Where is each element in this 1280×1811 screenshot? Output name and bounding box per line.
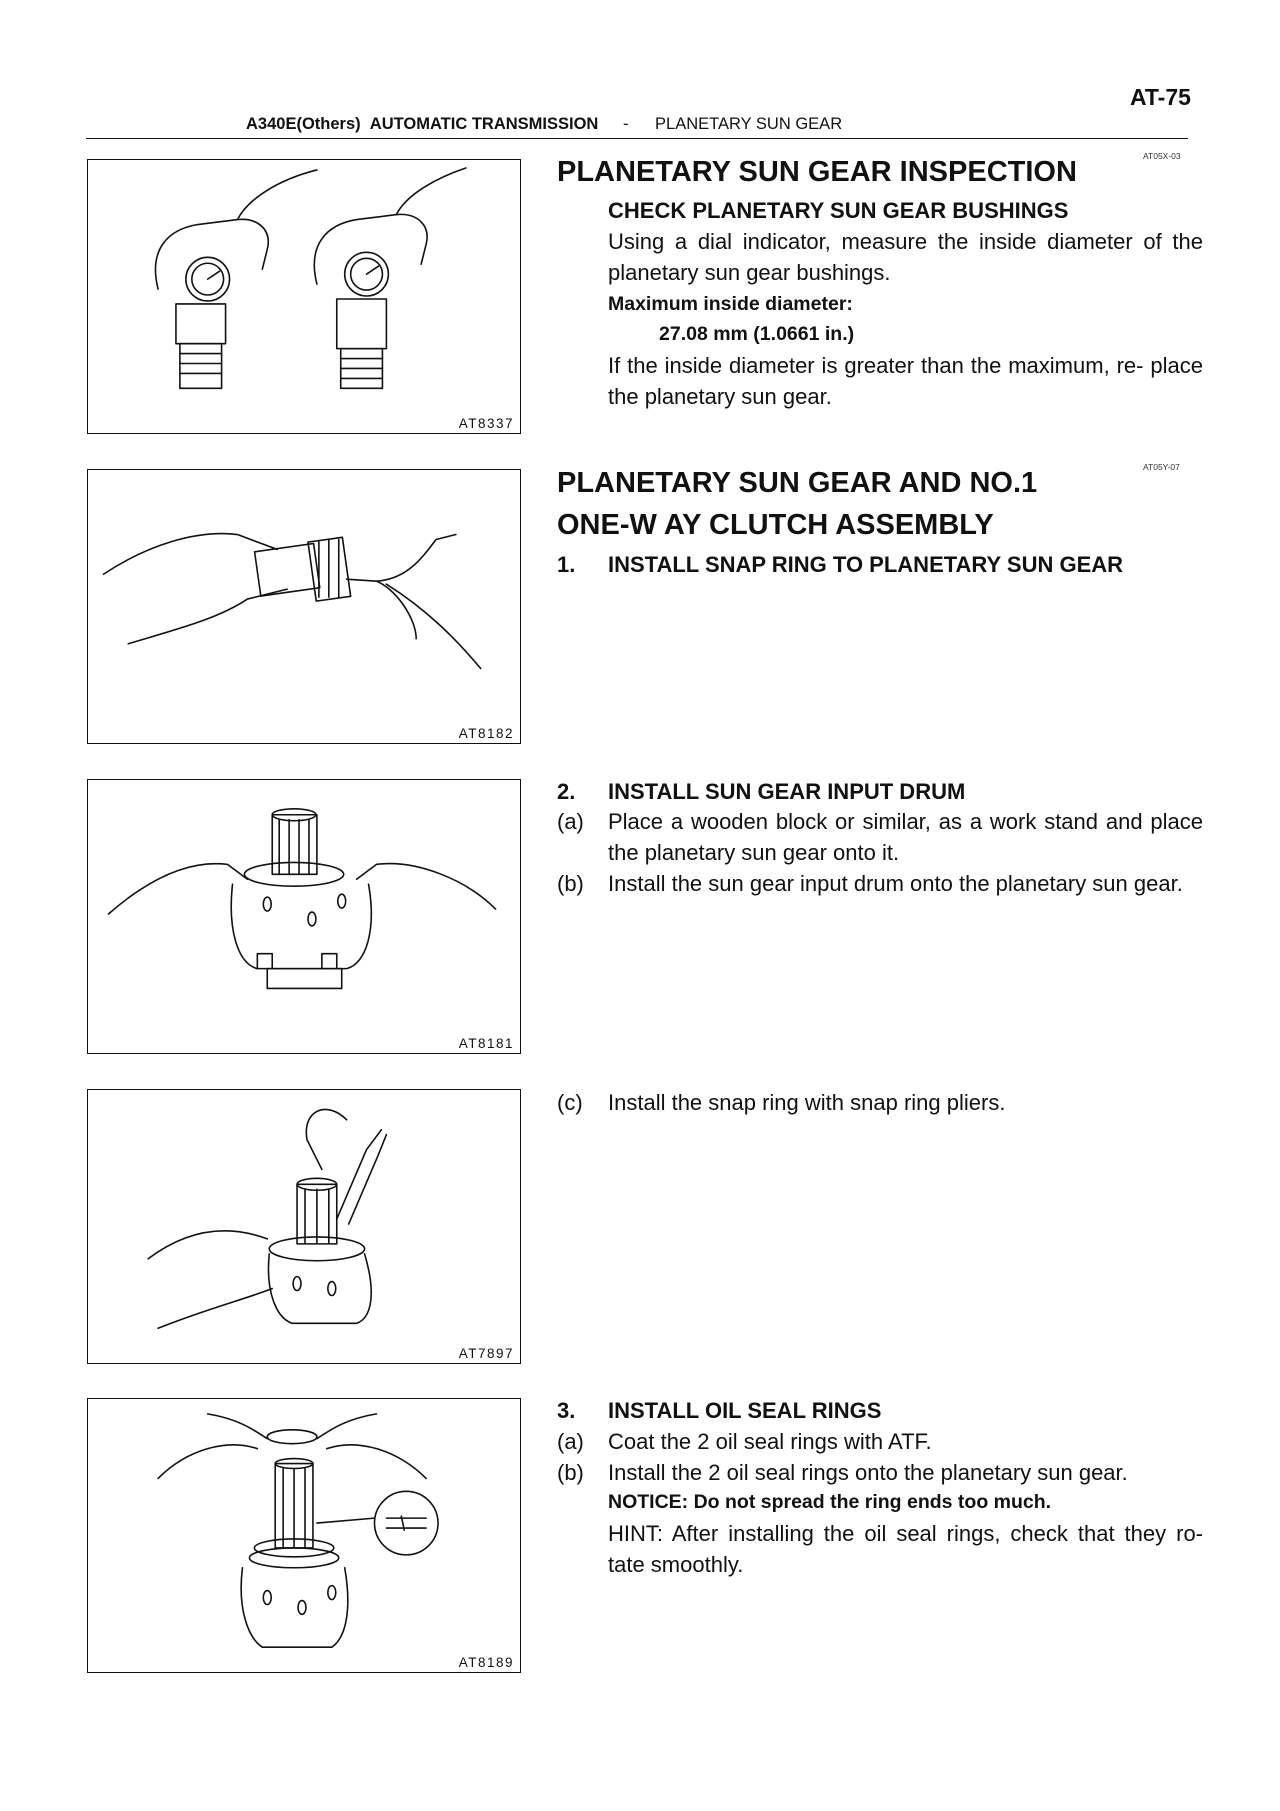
figure-snap-ring (87, 469, 521, 744)
figure-snap-ring-pliers (87, 1089, 521, 1364)
step2c-text: Install the snap ring with snap ring pliers. (608, 1090, 1006, 1115)
step1-number: 1. (557, 552, 576, 577)
step3a-label: (a) (557, 1429, 584, 1454)
doc-id-inspection: AT05X-03 (1143, 151, 1181, 161)
step3a-text: Coat the 2 oil seal rings with ATF. (608, 1429, 932, 1454)
running-header (246, 115, 842, 134)
figure-id: AT7897 (458, 1346, 514, 1361)
step2b-text: Install the sun gear input drum onto the planetary sun gear. (608, 871, 1183, 896)
spec-value: 27.08 mm (1.0661 in.) (659, 323, 855, 345)
header-manual: AUTOMATIC TRANSMISSION (369, 115, 599, 133)
step2a-label: (a) (557, 809, 584, 834)
inspection-para1: Using a dial indicator, measure the inside diameter of the planetary sun gear bushings. (608, 229, 1203, 285)
doc-id-assembly: AT05Y-07 (1143, 462, 1180, 472)
step3-text: INSTALL OIL SEAL RINGS (608, 1398, 882, 1423)
page-number: AT-75 (1130, 84, 1191, 110)
figure-id: AT8181 (458, 1036, 514, 1051)
step3b-text: Install the 2 oil seal rings onto the planetary sun gear. (608, 1460, 1128, 1485)
spec-label: Maximum inside diameter: (608, 293, 853, 315)
assembly-title-line2: ONE-W AY CLUTCH ASSEMBLY (557, 509, 994, 541)
hint-text: HINT: After installing the oil seal rings, check that they ro- tate smoothly. (608, 1521, 1203, 1577)
step2a-text: Place a wooden block or similar, as a work stand and place the planetary sun gear onto it. (608, 809, 1203, 865)
step3-number: 3. (557, 1398, 576, 1423)
assembly-title-line1: PLANETARY SUN GEAR AND NO.1 (557, 467, 1038, 499)
snap-ring-install-icon (88, 470, 520, 743)
figure-id: AT8189 (458, 1655, 514, 1670)
dial-indicator-icon (88, 160, 520, 433)
oil-seal-ring-icon (88, 1399, 520, 1672)
input-drum-install-icon (88, 780, 520, 1053)
step2-text: INSTALL SUN GEAR INPUT DRUM (608, 779, 966, 804)
step2b-label: (b) (557, 871, 584, 896)
header-section: PLANETARY SUN GEAR (655, 115, 843, 133)
step2c-label: (c) (557, 1090, 583, 1115)
figure-id: AT8182 (458, 726, 514, 741)
header-separator: - (622, 115, 629, 133)
step3b-label: (b) (557, 1460, 584, 1485)
inspection-para2: If the inside diameter is greater than the maximum, re- place the planetary sun gear. (608, 353, 1203, 409)
notice-text: NOTICE: Do not spread the ring ends too much. (608, 1491, 1052, 1513)
figure-input-drum (87, 779, 521, 1054)
inspection-title: PLANETARY SUN GEAR INSPECTION (557, 156, 1077, 188)
step2-number: 2. (557, 779, 576, 804)
figure-oil-seal-rings (87, 1398, 521, 1673)
figure-id: AT8337 (458, 416, 514, 431)
step1-text: INSTALL SNAP RING TO PLANETARY SUN GEAR (608, 552, 1124, 577)
header-model: A340E(Others) (246, 115, 361, 133)
inspection-subtitle: CHECK PLANETARY SUN GEAR BUSHINGS (608, 198, 1069, 223)
snap-ring-pliers-icon (88, 1090, 520, 1363)
header-rule (86, 138, 1188, 139)
figure-dial-indicator (87, 159, 521, 434)
